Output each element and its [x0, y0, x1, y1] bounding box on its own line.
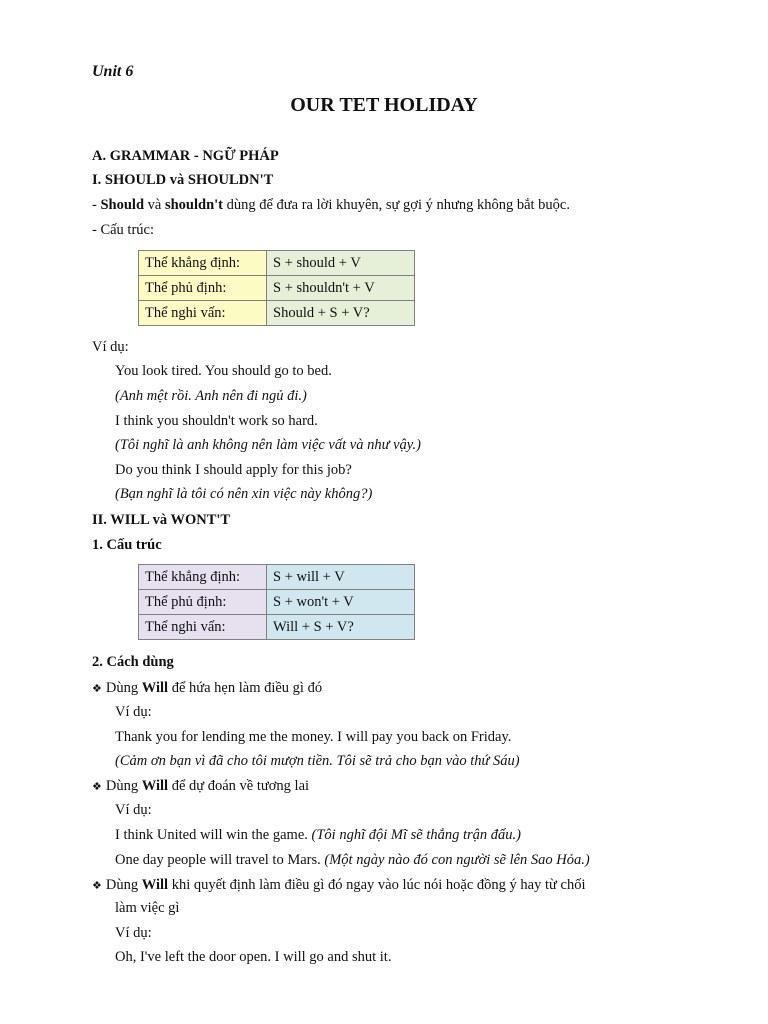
table-cell-label: Thể phủ định:: [139, 590, 267, 615]
subsection-usage-heading: 2. Cách dùng: [92, 654, 174, 670]
intro-shouldnt: shouldn't: [164, 197, 223, 213]
table-cell-form: Will + S + V?: [267, 615, 415, 640]
example-sentence: Do you think I should apply for this job?: [115, 462, 352, 478]
example-sentence: Thank you for lending me the money. I will pay you back on Friday.: [115, 729, 512, 745]
example-label: Ví dụ:: [115, 802, 152, 818]
intro-and: và: [144, 197, 165, 213]
usage-post: để dự đoán về tương lai: [168, 778, 310, 794]
table-cell-form: S + will + V: [267, 565, 415, 590]
usage-pre: Dùng: [105, 680, 142, 696]
structure-label: - Cấu trúc:: [92, 222, 155, 238]
example-translation: (Một ngày nào đó con người sẽ lên Sao Hỏa.): [324, 852, 590, 868]
diamond-bullet-icon: ❖: [92, 880, 102, 892]
table-cell-label: Thể nghi vấn:: [139, 301, 267, 326]
diamond-bullet-icon: ❖: [92, 781, 102, 793]
table-cell-form: Should + S + V?: [267, 301, 415, 326]
example-translation: (Cảm ơn bạn vì đã cho tôi mượn tiền. Tôi sẽ trả cho bạn vào thứ Sáu): [115, 753, 520, 769]
intro-prefix: -: [92, 197, 101, 213]
example-sentence: Oh, I've left the door open. I will go and shut it.: [115, 949, 392, 965]
example-translation: (Anh mệt rồi. Anh nên đi ngủ đi.): [115, 388, 307, 404]
usage-post: khi quyết định làm điều gì đó ngay vào lúc nói hoặc đồng ý hay từ chối: [168, 877, 586, 893]
usage-pre: Dùng: [105, 877, 142, 893]
usage-pre: Dùng: [105, 778, 142, 794]
page-title: OUR TET HOLIDAY: [290, 94, 478, 116]
example-sentence: I think you shouldn't work so hard.: [115, 413, 318, 429]
unit-label: Unit 6: [92, 63, 134, 80]
section-a-heading: A. GRAMMAR - NGỮ PHÁP: [92, 148, 279, 164]
table-cell-form: S + should + V: [267, 251, 415, 276]
intro-text: [92, 196, 570, 214]
usage-promise: [92, 679, 322, 698]
usage-prediction: [92, 777, 309, 796]
example-english: I think United will win the game.: [115, 827, 312, 843]
usage-will: Will: [141, 778, 169, 794]
table-cell-form: S + shouldn't + V: [267, 276, 415, 301]
diamond-bullet-icon: ❖: [92, 683, 102, 695]
intro-should: Should: [100, 197, 145, 213]
usage-will: Will: [141, 680, 169, 696]
table-row: [139, 565, 415, 590]
usage-will: Will: [141, 877, 169, 893]
should-structure-table: [138, 250, 415, 326]
example-label: Ví dụ:: [115, 925, 152, 941]
section-should-heading: I. SHOULD và SHOULDN'T: [92, 172, 274, 188]
section-will-heading: II. WILL và WONT'T: [92, 512, 231, 528]
example-sentence: [115, 851, 590, 869]
table-cell-label: Thể nghi vấn:: [139, 615, 267, 640]
subsection-structure-heading: 1. Cấu trúc: [92, 537, 162, 553]
table-cell-label: Thể phủ định:: [139, 276, 267, 301]
table-cell-label: Thể khẳng định:: [139, 251, 267, 276]
example-translation: (Tôi nghĩ là anh không nên làm việc vất và như vậy.): [115, 437, 421, 453]
example-sentence: You look tired. You should go to bed.: [115, 363, 332, 379]
example-sentence: [115, 826, 521, 844]
usage-decision-continued: làm việc gì: [115, 900, 180, 916]
will-structure-table: [138, 564, 415, 640]
example-english: One day people will travel to Mars.: [115, 852, 325, 868]
usage-post: để hứa hẹn làm điều gì đó: [168, 680, 323, 696]
example-translation: (Bạn nghĩ là tôi có nên xin việc này không?): [115, 486, 373, 502]
table-cell-form: S + won't + V: [267, 590, 415, 615]
example-translation: (Tôi nghĩ đội Mĩ sẽ thắng trận đấu.): [311, 827, 521, 843]
table-row: [139, 276, 415, 301]
table-cell-label: Thể khẳng định:: [139, 565, 267, 590]
table-row: [139, 301, 415, 326]
usage-decision: [92, 876, 585, 895]
table-row: [139, 615, 415, 640]
table-row: [139, 590, 415, 615]
intro-rest: dùng để đưa ra lời khuyên, sự gợi ý nhưng không bắt buộc.: [223, 197, 570, 213]
example-label: Ví dụ:: [115, 704, 152, 720]
example-label: Ví dụ:: [92, 339, 129, 355]
table-row: [139, 251, 415, 276]
